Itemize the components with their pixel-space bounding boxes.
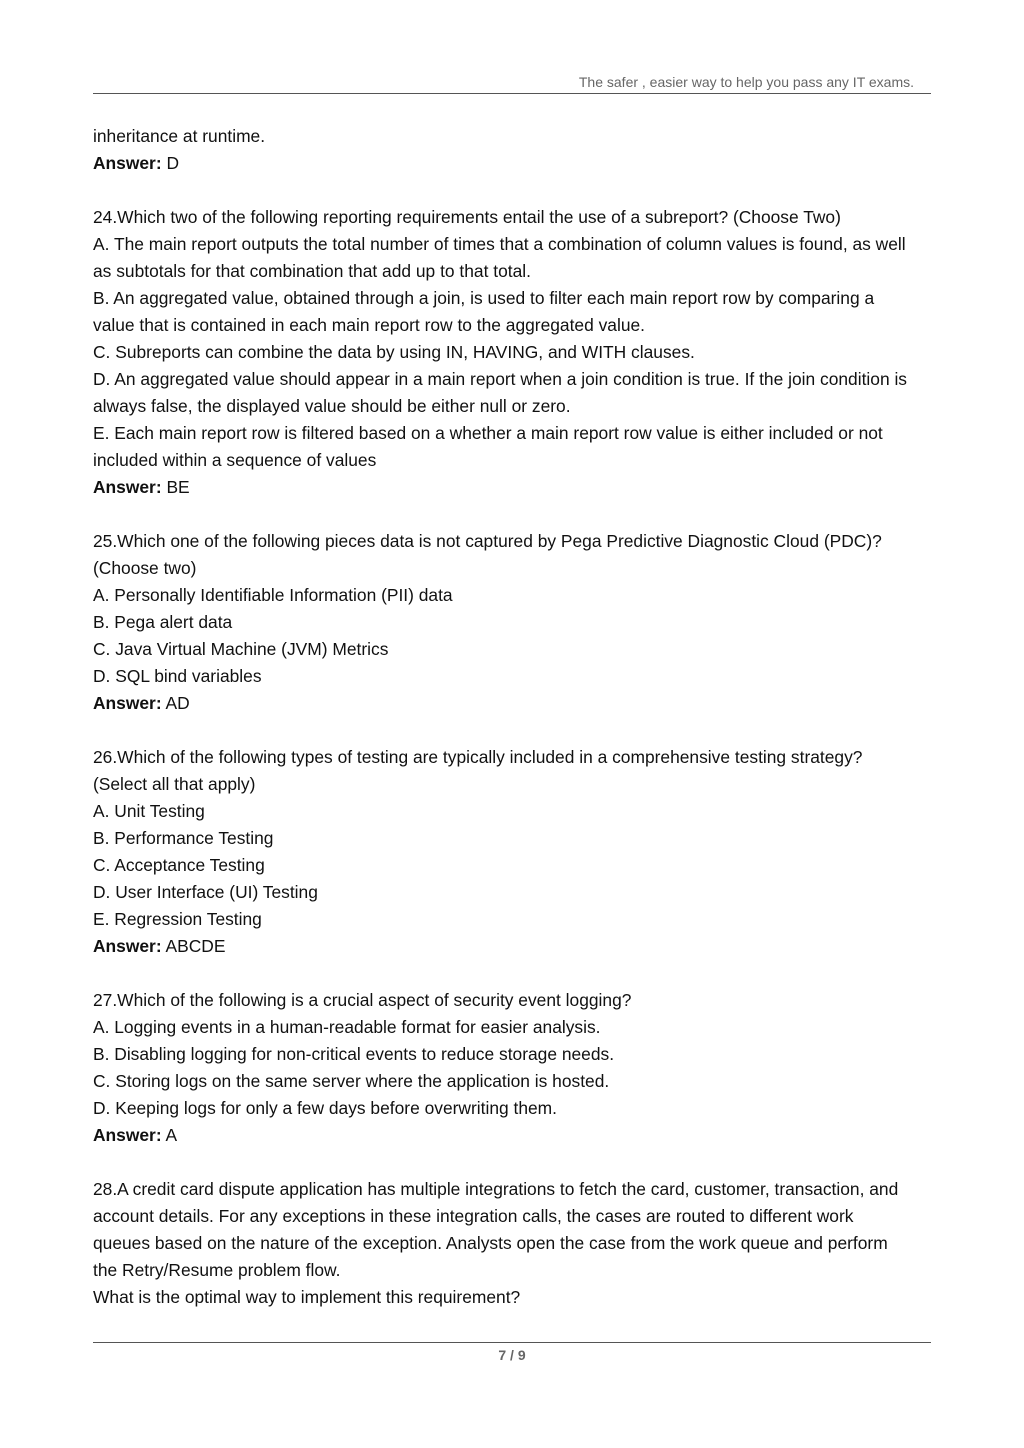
question-text: 26.Which of the following types of testing are typically included in a comprehensive testing strategy? [93, 747, 863, 767]
question-line: C. Storing logs on the same server where the application is hosted. [93, 1071, 610, 1091]
question-text: 25.Which one of the following pieces data is not captured by Pega Predictive Diagnostic Cloud (PDC)? [93, 531, 882, 551]
answer-value: AD [161, 693, 190, 713]
header-divider [93, 93, 931, 94]
question-line: always false, the displayed value should be either null or zero. [93, 396, 571, 416]
question-line: D. User Interface (UI) Testing [93, 882, 318, 902]
question-line: C. Acceptance Testing [93, 855, 265, 875]
footer-divider [93, 1342, 931, 1343]
question-list [93, 204, 933, 1311]
question-line: E. Each main report row is filtered based on a whether a main report row value is either included or not [93, 423, 883, 443]
answer-value: BE [161, 477, 190, 497]
question-text: 28.A credit card dispute application has multiple integrations to fetch the card, customer, transaction, and [93, 1179, 899, 1199]
carryover-text: inheritance at runtime. [93, 126, 266, 146]
answer-label: Answer: [93, 693, 162, 713]
answer-value: D [161, 153, 180, 173]
question-line: C. Subreports can combine the data by using IN, HAVING, and WITH clauses. [93, 342, 695, 362]
question-line: A. Personally Identifiable Information (PII) data [93, 585, 453, 605]
page-content [93, 123, 933, 1311]
question-block [93, 528, 933, 717]
question-line: D. SQL bind variables [93, 666, 262, 686]
question-block [93, 744, 933, 960]
answer-label: Answer: [93, 1125, 162, 1145]
question-line: E. Regression Testing [93, 909, 262, 929]
question-line: A. Logging events in a human-readable format for easier analysis. [93, 1017, 601, 1037]
header-tagline: The safer , easier way to help you pass any IT exams. [578, 74, 914, 90]
question-line: value that is contained in each main report row to the aggregated value. [93, 315, 646, 335]
question-line: included within a sequence of values [93, 450, 377, 470]
question-line: D. An aggregated value should appear in a main report when a join condition is true. If the join condition is [93, 369, 908, 389]
question-block [93, 204, 933, 501]
question-line: C. Java Virtual Machine (JVM) Metrics [93, 639, 389, 659]
answer-line [93, 690, 933, 717]
answer-label: Answer: [93, 477, 162, 497]
question-line: (Select all that apply) [93, 774, 256, 794]
question-line: as subtotals for that combination that add up to that total. [93, 261, 531, 281]
question-line: account details. For any exceptions in these integration calls, the cases are routed to different work [93, 1206, 854, 1226]
question-line: A. Unit Testing [93, 801, 205, 821]
answer-value: ABCDE [161, 936, 226, 956]
answer-line [93, 933, 933, 960]
page-number: 7 / 9 [498, 1347, 526, 1363]
question-line: B. Pega alert data [93, 612, 233, 632]
question-line: B. Disabling logging for non-critical events to reduce storage needs. [93, 1044, 615, 1064]
answer-line [93, 474, 933, 501]
answer-line [93, 150, 933, 177]
question-line: B. An aggregated value, obtained through a join, is used to filter each main report row by comparing a [93, 288, 875, 308]
question-line: the Retry/Resume problem flow. [93, 1260, 341, 1280]
question-block [93, 1176, 933, 1311]
question-line: A. The main report outputs the total number of times that a combination of column values is found, as well [93, 234, 906, 254]
question-text: 27.Which of the following is a crucial aspect of security event logging? [93, 990, 632, 1010]
answer-label: Answer: [93, 153, 162, 173]
question-line: (Choose two) [93, 558, 197, 578]
question-block [93, 987, 933, 1149]
question-line: B. Performance Testing [93, 828, 274, 848]
question-text: 24.Which two of the following reporting requirements entail the use of a subreport? (Choose Two) [93, 207, 841, 227]
question-line: What is the optimal way to implement this requirement? [93, 1287, 521, 1307]
answer-value: A [161, 1125, 178, 1145]
answer-line [93, 1122, 933, 1149]
answer-label: Answer: [93, 936, 162, 956]
question-line: D. Keeping logs for only a few days before overwriting them. [93, 1098, 557, 1118]
question-line: queues based on the nature of the exception. Analysts open the case from the work queue and perform [93, 1233, 888, 1253]
